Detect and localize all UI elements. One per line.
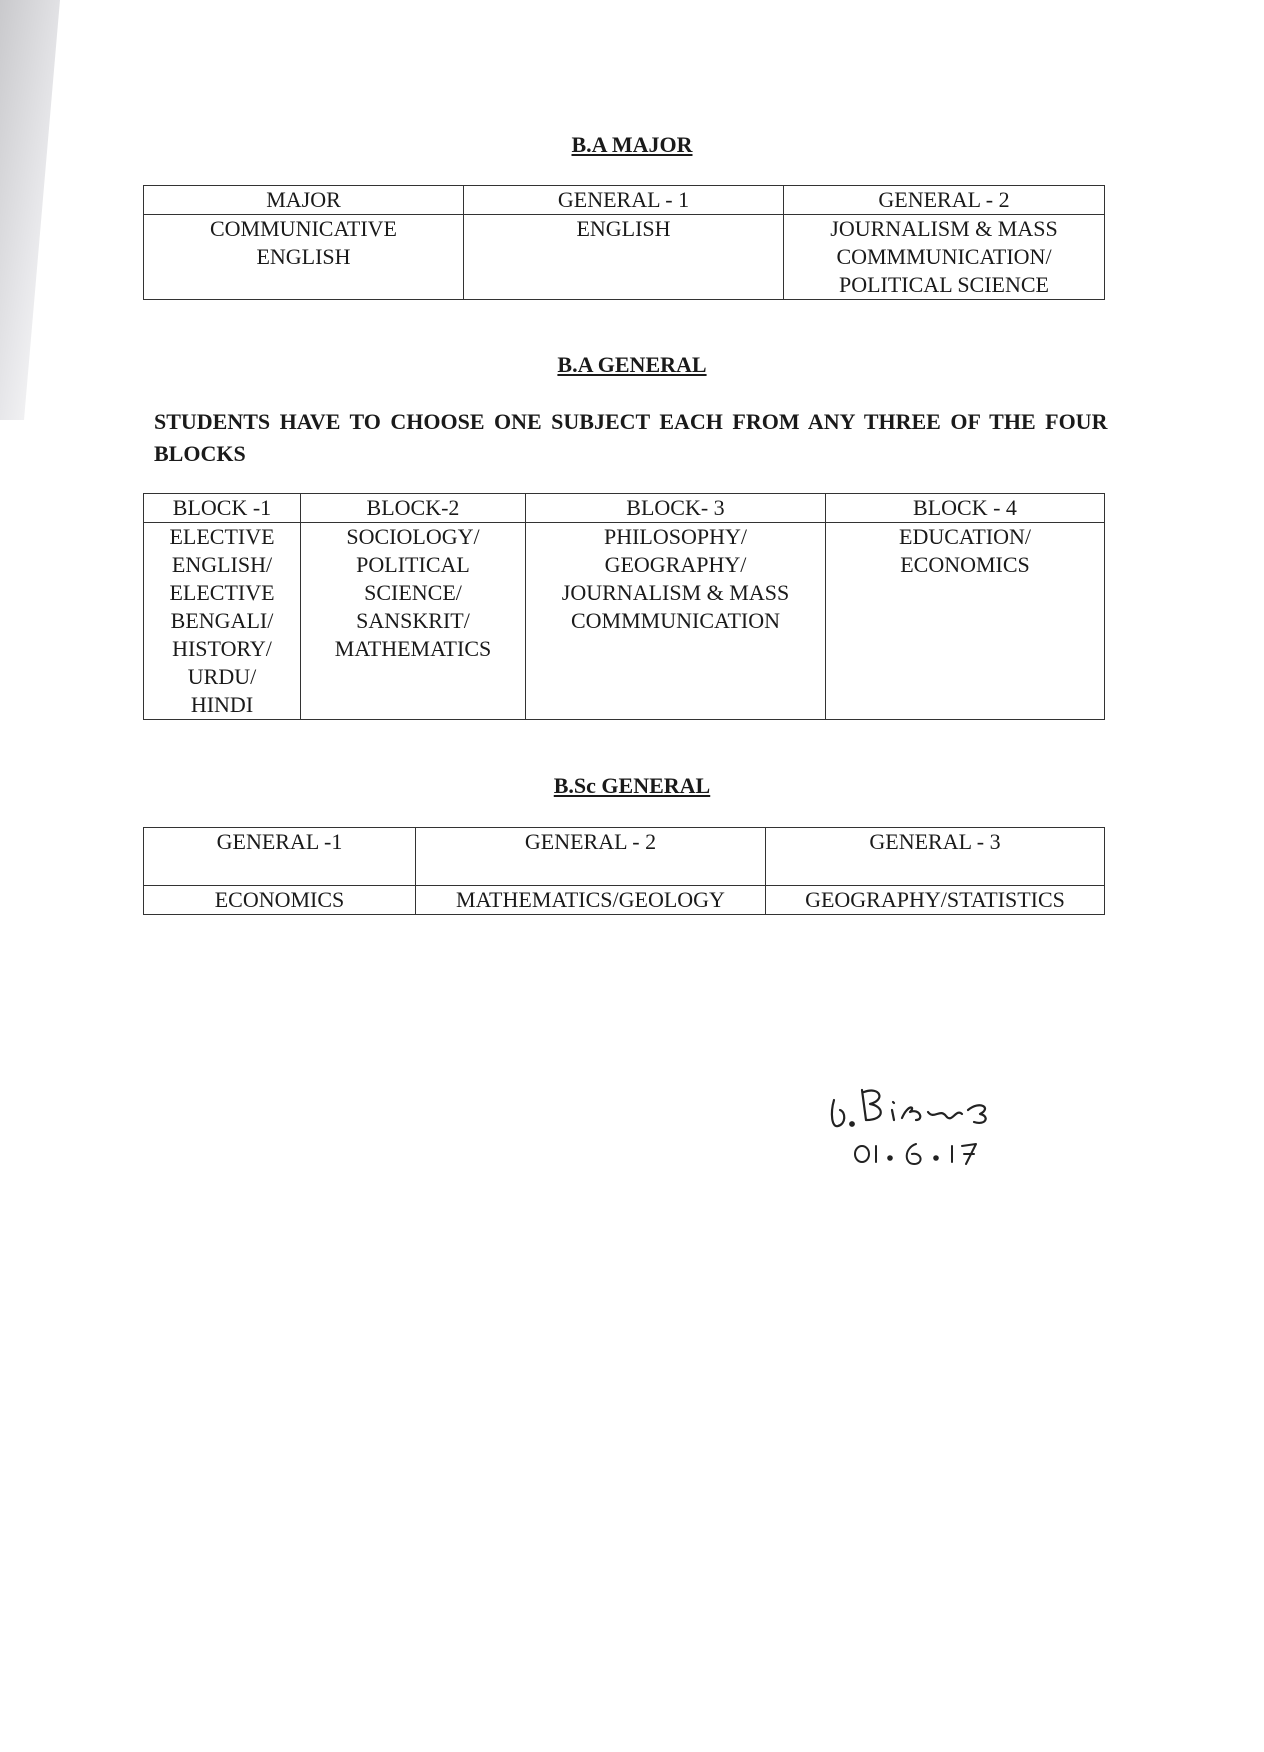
general-2-cell [784, 215, 1105, 300]
cell-line: GEOGRAPHY/ [604, 552, 747, 577]
cell-line: JOURNALISM & MASS [561, 580, 790, 605]
major-cell [144, 215, 464, 300]
block-2-cell [301, 523, 526, 720]
block-4-cell [826, 523, 1105, 720]
cell-line: COMMMUNICATION/ [836, 244, 1052, 269]
cell-line: ENGLISH [256, 244, 351, 269]
header-cell: GENERAL - 1 [464, 186, 784, 215]
general-2-cell: MATHEMATICS/GEOLOGY [416, 886, 766, 915]
cell-line: JOURNALISM & MASS [830, 216, 1058, 241]
table-header-row [144, 186, 1105, 215]
general-1-cell: ECONOMICS [144, 886, 416, 915]
cell-line: ECONOMICS [900, 552, 1030, 577]
block-1-cell [144, 523, 301, 720]
ba-general-table [143, 493, 1105, 720]
header-cell: GENERAL - 3 [766, 828, 1105, 886]
ba-major-heading: B.A MAJOR [571, 132, 693, 157]
header-cell: GENERAL - 2 [784, 186, 1105, 215]
cell-line: ENGLISH/ [171, 552, 273, 577]
header-cell: GENERAL - 2 [416, 828, 766, 886]
table-header-row [144, 828, 1105, 886]
cell-line: URDU/ [187, 664, 257, 689]
bsc-general-table [143, 827, 1105, 915]
table-header-row [144, 494, 1105, 523]
table-row [144, 215, 1105, 300]
table-row [144, 523, 1105, 720]
cell-line: ELECTIVE [169, 580, 275, 605]
cell-line: SOCIOLOGY/ [346, 524, 480, 549]
bsc-general-heading: B.Sc GENERAL [553, 773, 711, 798]
general-3-cell: GEOGRAPHY/STATISTICS [766, 886, 1105, 915]
cell-line: SANSKRIT/ [356, 608, 470, 633]
cell-line: SCIENCE/ [364, 580, 462, 605]
header-cell: BLOCK -1 [144, 494, 301, 523]
header-cell: MAJOR [144, 186, 464, 215]
handwritten-signature [820, 1080, 1010, 1170]
cell-line: PHILOSOPHY/ [603, 524, 748, 549]
header-cell: BLOCK- 3 [526, 494, 826, 523]
cell-line: ELECTIVE [169, 524, 275, 549]
cell-line: ENGLISH [576, 216, 671, 241]
header-cell: BLOCK - 4 [826, 494, 1105, 523]
ba-general-heading: B.A GENERAL [557, 352, 707, 377]
cell-line: BENGALI/ [170, 608, 274, 633]
cell-line: HINDI [190, 692, 254, 717]
block-3-cell [526, 523, 826, 720]
general-1-cell [464, 215, 784, 300]
ba-major-table [143, 185, 1105, 300]
cell-line: COMMMUNICATION [570, 608, 780, 633]
cell-line: POLITICAL SCIENCE [838, 272, 1049, 297]
header-cell: BLOCK-2 [301, 494, 526, 523]
instruction-text: STUDENTS HAVE TO CHOOSE ONE SUBJECT EACH FROM ANY THREE OF THE FOUR BLOCKS [154, 409, 1108, 466]
cell-line: HISTORY/ [172, 636, 272, 661]
cell-line: COMMUNICATIVE [210, 216, 397, 241]
cell-line: MATHEMATICS [334, 636, 492, 661]
header-cell: GENERAL -1 [144, 828, 416, 886]
cell-line: POLITICAL [356, 552, 470, 577]
cell-line: EDUCATION/ [899, 524, 1031, 549]
table-row [144, 886, 1105, 915]
